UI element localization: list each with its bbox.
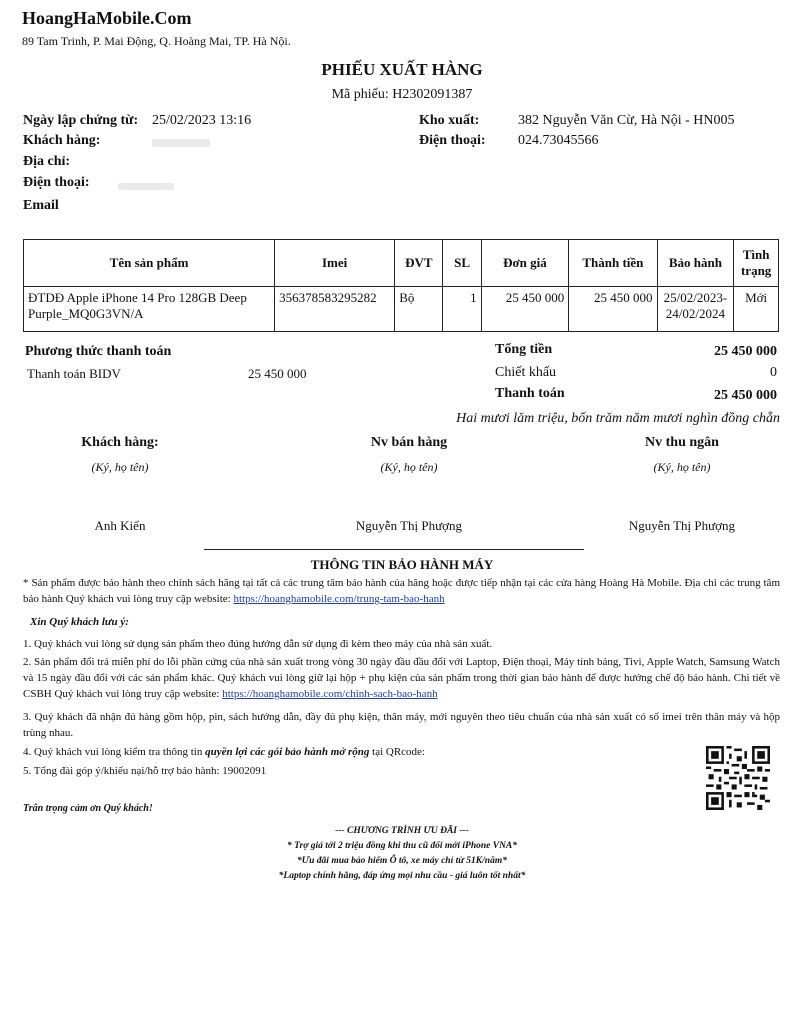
receipt-number xyxy=(0,87,804,103)
warehouse-value: 382 Nguyễn Văn Cừ, Hà Nội - HN005 xyxy=(518,113,735,128)
created-date-value: 25/02/2023 13:16 xyxy=(152,113,252,128)
note-4 xyxy=(23,744,703,760)
sig-cashier-name: Nguyễn Thị Phượng xyxy=(628,518,736,533)
note-2 xyxy=(23,654,780,702)
col-unit-price: Đơn giá xyxy=(481,240,569,287)
store-name: HoangHaMobile.Com xyxy=(22,8,192,28)
total-label: Tổng tiền xyxy=(495,342,553,357)
note-4-pre: 4. Quý khách vui lòng kiểm tra thông tin xyxy=(23,746,206,758)
sig-sales-sub: (Ký, họ tên) xyxy=(380,460,438,474)
warranty-title: THÔNG TIN BẢO HÀNH MÁY xyxy=(310,557,494,572)
items-table xyxy=(23,239,779,332)
sig-cashier-sub: (Ký, họ tên) xyxy=(653,460,711,474)
col-status: Tình trạng xyxy=(734,240,779,287)
sig-sales-role: Nv bán hàng xyxy=(370,435,448,450)
promo-heading: --- CHƯƠNG TRÌNH ƯU ĐÃI --- xyxy=(335,826,469,836)
note-1: 1. Quý khách vui lòng sử dụng sản phẩm theo đúng hướng dẫn sử dụng đi kèm theo máy của nhà sản xuất. xyxy=(23,638,493,650)
sig-cashier-role: Nv thu ngân xyxy=(645,435,719,450)
total-in-words: Hai mươi lăm triệu, bốn trăm năm mươi nghìn đồng chẵn xyxy=(456,411,780,426)
sig-sales-name: Nguyễn Thị Phượng xyxy=(355,518,463,533)
customer-label: Khách hàng: xyxy=(23,133,101,148)
store-address: 89 Tam Trinh, P. Mai Động, Q. Hoàng Mai, TP. Hà Nội. xyxy=(22,34,291,48)
document-title: PHIẾU XUẤT HÀNG xyxy=(321,60,483,79)
store-phone-value: 024.73045566 xyxy=(518,133,599,148)
payment-method: Thanh toán BIDV xyxy=(27,366,121,381)
pay-label: Thanh toán xyxy=(495,386,565,401)
col-unit: ĐVT xyxy=(395,240,443,287)
warranty-intro xyxy=(23,575,780,607)
table-row xyxy=(24,287,779,332)
note-heading: Xin Quý khách lưu ý: xyxy=(30,616,129,628)
col-product: Tên sản phẩm xyxy=(24,240,275,287)
sig-customer-name: Anh Kiển xyxy=(94,518,146,533)
col-imei: Imei xyxy=(275,240,395,287)
customer-phone-redacted xyxy=(118,183,174,190)
col-amount: Thành tiền xyxy=(569,240,657,287)
cell-status: Mới xyxy=(734,287,779,332)
cell-product: ĐTDĐ Apple iPhone 14 Pro 128GB Deep Purple_MQ0G3VN/A xyxy=(24,287,275,332)
warehouse-label: Kho xuất: xyxy=(419,113,480,128)
cell-amount: 25 450 000 xyxy=(569,287,657,332)
cell-unit: Bộ xyxy=(395,287,443,332)
qr-code-icon[interactable] xyxy=(706,746,770,810)
customer-name-redacted xyxy=(152,139,210,147)
warranty-intro-text: * Sản phẩm được bảo hành theo chính sách hãng tại tất cả các trung tâm bảo hành của hãng hoặc được tiếp nhận tại các cửa hàng Hoàng Hà Mobile. Địa chỉ các trung tâm bảo hành Quý khách vui lòng truy cập website: xyxy=(23,577,780,605)
note-3: 3. Quý khách đã nhận đủ hàng gồm hộp, pin, sách hướng dẫn, đầy đủ phụ kiện, thân máy, mới nguyên theo tiêu chuẩn của nhà sản xuất có số imei trên thân máy và hộp trùng nhau. xyxy=(23,711,780,739)
promo-line-3: *Laptop chính hãng, đáp ứng mọi nhu cầu - giá luôn tốt nhất* xyxy=(278,871,526,881)
address-label: Địa chỉ: xyxy=(23,154,71,169)
thanks-note: Trân trọng cảm ơn Quý khách! xyxy=(23,803,153,814)
note-4-post: tại QRcode: xyxy=(369,746,425,758)
receipt-number-label: Mã phiếu: xyxy=(331,87,389,102)
col-qty: SL xyxy=(443,240,481,287)
cell-qty: 1 xyxy=(443,287,481,332)
email-label: Email xyxy=(23,198,59,213)
created-date-label: Ngày lập chứng từ: xyxy=(23,113,139,128)
store-phone-label: Điện thoại: xyxy=(419,133,486,148)
receipt-number-value: H2302091387 xyxy=(392,87,473,102)
sig-customer-sub: (Ký, họ tên) xyxy=(91,460,149,474)
payment-method-amount: 25 450 000 xyxy=(248,366,307,381)
promo-line-1: * Trợ giá tới 2 triệu đồng khi thu cũ đổi mới iPhone VNA* xyxy=(286,841,518,851)
cell-warranty: 25/02/2023-24/02/2024 xyxy=(657,287,734,332)
cell-unit-price: 25 450 000 xyxy=(481,287,569,332)
sig-customer-role: Khách hàng: xyxy=(81,435,159,450)
note-2-text: 2. Sản phẩm đổi trả miễn phí do lỗi phần cứng của nhà sản xuất trong vòng 30 ngày đầu đầu đổi với Laptop, Điện thoại, Máy tính bảng, Tivi, Apple Watch, Samsung Watch và 15 ngày đầu đổi với các sản phẩm khác. Quý khách vui lòng giữ lại hộp + phụ kiện của sản phẩm trong thời gian bảo hành để được hưởng chế độ bảo hành. Chi tiết về CSBH Quý khách vui lòng truy cập website: xyxy=(23,656,780,700)
promo-line-2: *Ưu đãi mua bảo hiểm Ô tô, xe máy chỉ từ 51K/năm* xyxy=(297,856,507,866)
cell-imei: 356378583295282 xyxy=(275,287,395,332)
discount-value: 0 xyxy=(770,365,777,380)
discount-label: Chiết khấu xyxy=(495,365,557,380)
customer-phone-label: Điện thoại: xyxy=(23,175,90,190)
warranty-center-link[interactable]: https://hoanghamobile.com/trung-tam-bao-hanh xyxy=(233,593,445,605)
warranty-policy-link[interactable]: https://hoanghamobile.com/chinh-sach-bao-hanh xyxy=(222,688,438,700)
total-value: 25 450 000 xyxy=(714,344,777,359)
note-5: 5. Tổng đài góp ý/khiếu nại/hỗ trợ bảo hành: 19002091 xyxy=(23,765,267,777)
table-header-row xyxy=(24,240,779,287)
note-4-emphasis: quyền lợi các gói bảo hành mở rộng xyxy=(205,746,370,758)
payment-heading: Phương thức thanh toán xyxy=(25,344,172,359)
pay-value: 25 450 000 xyxy=(714,388,777,403)
col-warranty: Bảo hành xyxy=(657,240,734,287)
section-divider xyxy=(204,549,584,550)
